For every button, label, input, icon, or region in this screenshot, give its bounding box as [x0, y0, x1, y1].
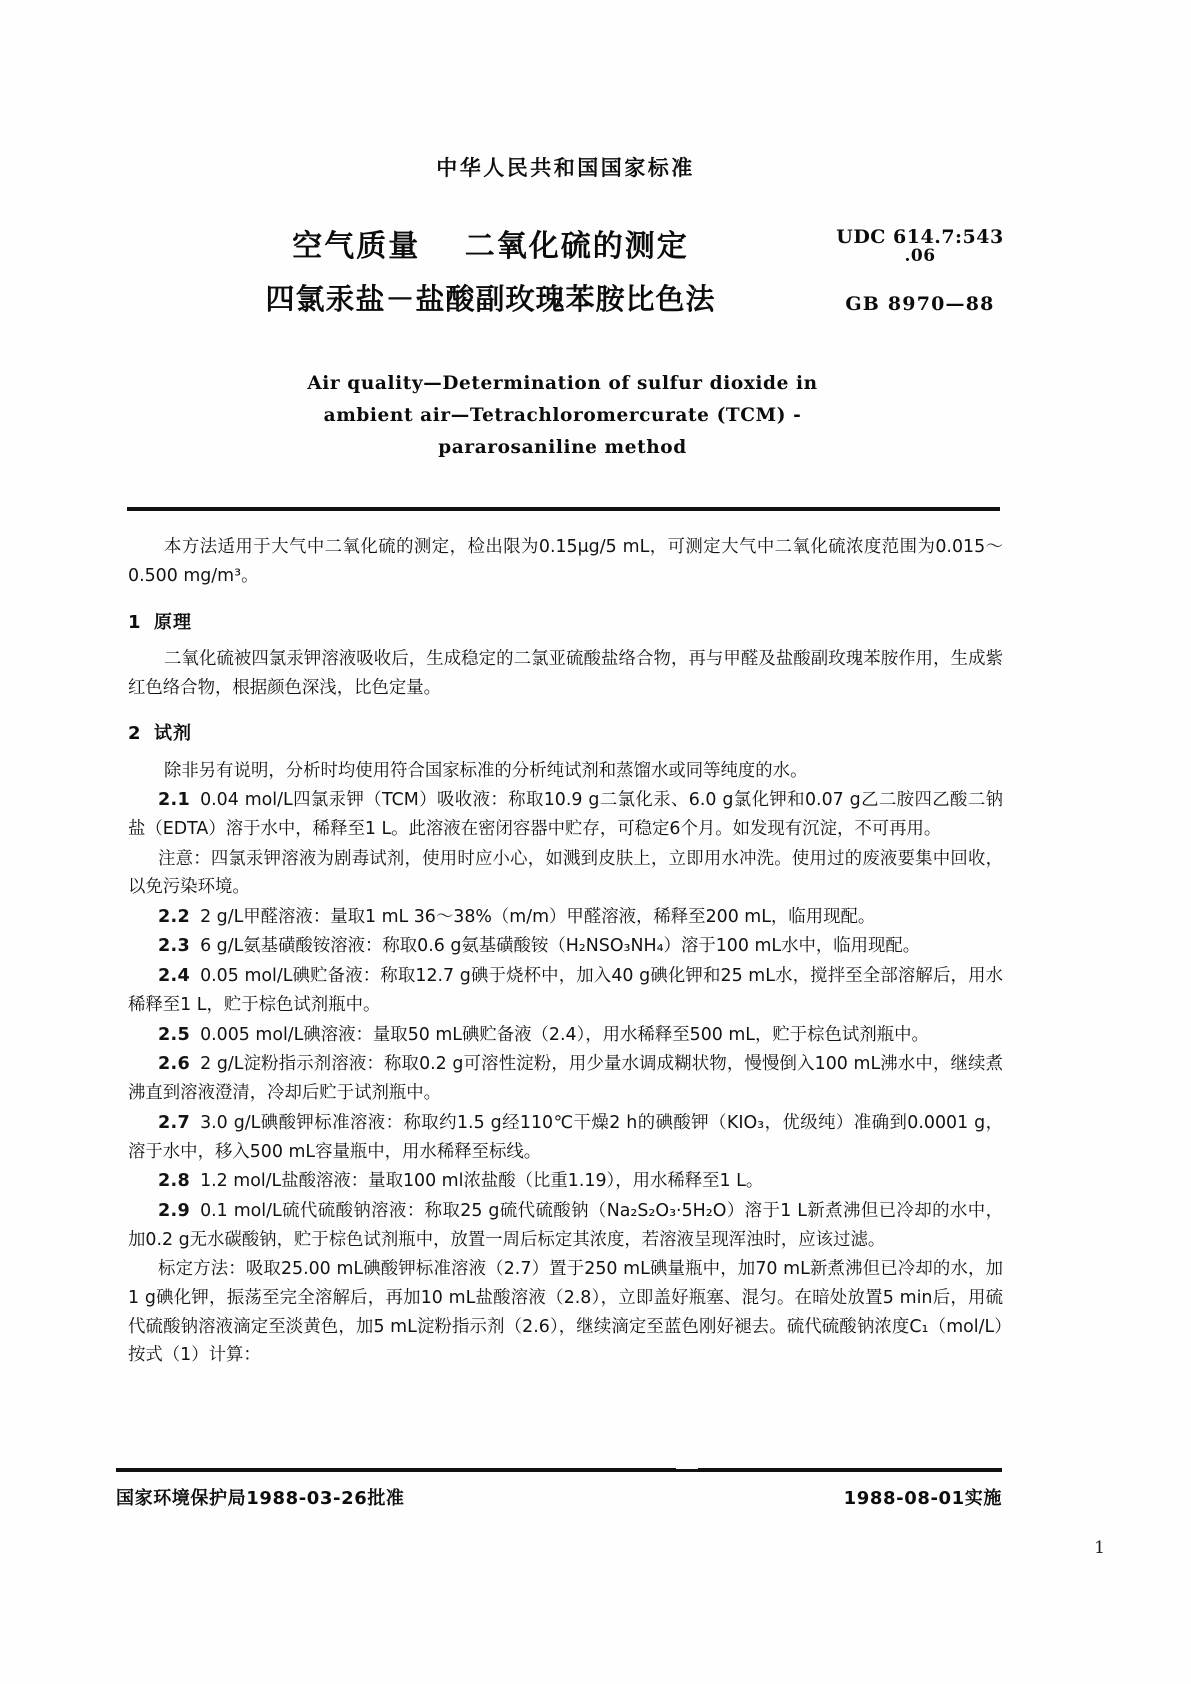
principle-paragraph: 二氧化硫被四氯汞钾溶液吸收后，生成稳定的二氯亚硫酸盐络合物，再与甲醛及盐酸副玫瑰苯胺作用，生成紫红色络合物，根据颜色深浅，比色定量。 — [128, 649, 1003, 698]
list-item — [128, 845, 1003, 902]
item-label: 注意： — [158, 848, 211, 869]
item-text: 0.05 mol/L碘贮备液：称取12.7 g碘于烧杯中，加入40 g碘化钾和25 mL水，搅拌至全部溶解后，用水稀释至1 L，贮于棕色试剂瓶中。 — [128, 966, 1003, 1016]
reagents-lead-paragraph: 除非另有说明，分析时均使用符合国家标准的分析纯试剂和蒸馏水或同等纯度的水。 — [164, 760, 808, 781]
page-content — [128, 0, 1003, 1371]
gb-standard-number: GB 8970—88 — [845, 293, 995, 315]
list-item — [128, 903, 1003, 932]
item-label: 2.4 — [158, 966, 191, 987]
approval-authority-text: 国家环境保护局1988-03-26批准 — [116, 1488, 405, 1509]
item-label: 2.1 — [158, 790, 191, 811]
item-label: 2.9 — [158, 1201, 191, 1222]
document-body — [128, 533, 1003, 1369]
list-item — [128, 962, 1003, 1019]
item-text: 6 g/L氨基磺酸铵溶液：称取0.6 g氨基磺酸铵（H₂NSO₃NH₄）溶于100 mL水中，临用现配。 — [200, 936, 921, 957]
section-number-1: 1 — [128, 611, 142, 633]
item-text: 四氯汞钾溶液为剧毒试剂，使用时应小心，如溅到皮肤上，立即用水冲洗。使用过的废液要集中回收，以免污染环境。 — [128, 848, 1003, 898]
list-item — [128, 1050, 1003, 1107]
footer-divider-rule — [116, 1468, 1002, 1472]
item-label: 2.3 — [158, 936, 191, 957]
item-label: 2.8 — [158, 1171, 191, 1192]
list-item — [128, 1021, 1003, 1050]
title-block — [128, 224, 1003, 334]
item-label: 2.6 — [158, 1054, 191, 1075]
item-text: 0.04 mol/L四氯汞钾（TCM）吸收液：称取10.9 g二氯化汞、6.0 g氯化钾和0.07 g乙二胺四乙酸二钠盐（EDTA）溶于水中，稀释至1 L。此溶液在密闭容器中贮存，可稳定6个月。如发现有沉淀，不可再用。 — [128, 790, 1003, 839]
item-text: 1.2 mol/L盐酸溶液：量取100 ml浓盐酸（比重1.19），用水稀释至1 L。 — [200, 1171, 764, 1192]
list-item — [128, 1197, 1003, 1254]
list-item — [128, 1109, 1003, 1166]
list-item — [128, 786, 1003, 843]
standard-code-block — [825, 226, 1015, 315]
item-label: 2.5 — [158, 1024, 191, 1045]
english-title-group — [128, 368, 1003, 463]
section-heading-principle — [128, 608, 1003, 638]
item-text: 0.1 mol/L硫代硫酸钠溶液：称取25 g硫代硫酸钠（Na₂S₂O₃·5H₂O）溶于1 L新煮沸但已冷却的水中，加0.2 g无水碳酸钠，贮于棕色试剂瓶中，放置一周后标定其浓度，若溶液呈现浑浊时，应该过滤。 — [128, 1201, 1003, 1250]
intro-paragraph: 本方法适用于大气中二氧化硫的测定，检出限为0.15μg/5 mL，可测定大气中二氧化硫浓度范围为0.015～0.500 mg/m³。 — [128, 537, 1003, 586]
english-title-line-1: Air quality—Determination of sulfur dioxide in — [307, 373, 818, 394]
item-text: 2 g/L淀粉指示剂溶液：称取0.2 g可溶性淀粉，用少量水调成糊状物，慢慢倒入100 mL沸水中，继续煮沸直到溶液澄清，冷却后贮于试剂瓶中。 — [128, 1054, 1003, 1104]
english-title-line-3: pararosaniline method — [438, 436, 687, 458]
item-label: 2.7 — [158, 1112, 191, 1133]
list-item — [128, 932, 1003, 961]
reagent-item-list — [128, 786, 1003, 1369]
page-title: 空气质量 二氧化硫的测定 — [292, 229, 689, 264]
english-title-line-2: ambient air—Tetrachloromercurate (TCM) - — [323, 404, 802, 426]
list-item — [128, 1255, 1003, 1369]
udc-number-suffix: .06 — [904, 246, 936, 266]
list-item — [128, 1167, 1003, 1196]
implementation-date-text: 1988-08-01实施 — [843, 1488, 1002, 1509]
item-text: 吸取25.00 mL碘酸钾标准溶液（2.7）置于250 mL碘量瓶中，加70 mL新煮沸但已冷却的水，加1 g碘化钾，振荡至完全溶解后，再加10 mL盐酸溶液（2.8），立即盖好瓶塞、混匀。在暗处放置5 min后，用硫代硫酸钠溶液滴定至淡黄色，加5 mL淀粉指示剂（2.6），继续滴定至蓝色刚好褪去。硫代硫酸钠浓度C₁（mol/L）按式（1）计算： — [128, 1259, 1004, 1366]
item-label: 2.2 — [158, 906, 191, 927]
item-text: 0.005 mol/L碘溶液：量取50 mL碘贮备液（2.4），用水稀释至500 mL，贮于棕色试剂瓶中。 — [200, 1024, 929, 1045]
item-label: 标定方法： — [158, 1259, 246, 1280]
item-text: 2 g/L甲醛溶液：量取1 mL 36～38%（m/m）甲醛溶液，稀释至200 mL，临用现配。 — [200, 906, 876, 927]
national-standard-header: 中华人民共和国国家标准 — [436, 156, 695, 180]
section-title-2: 试剂 — [154, 723, 192, 745]
item-text: 3.0 g/L碘酸钾标准溶液：称取约1.5 g经110℃干燥2 h的碘酸钾（KIO₃，优级纯）准确到0.0001 g，溶于水中，移入500 mL容量瓶中，用水稀释至标线。 — [128, 1112, 1003, 1162]
section-title-1: 原理 — [154, 611, 192, 633]
header-divider-rule — [127, 507, 1000, 511]
page-subtitle: 四氯汞盐－盐酸副玫瑰苯胺比色法 — [265, 282, 716, 316]
section-heading-reagents — [128, 719, 1003, 749]
masthead — [128, 0, 1003, 182]
page-footer — [116, 1484, 1002, 1510]
section-number-2: 2 — [128, 723, 142, 745]
page-number: 1 — [1094, 1538, 1105, 1558]
udc-number: UDC 614.7:543 — [836, 226, 1004, 248]
